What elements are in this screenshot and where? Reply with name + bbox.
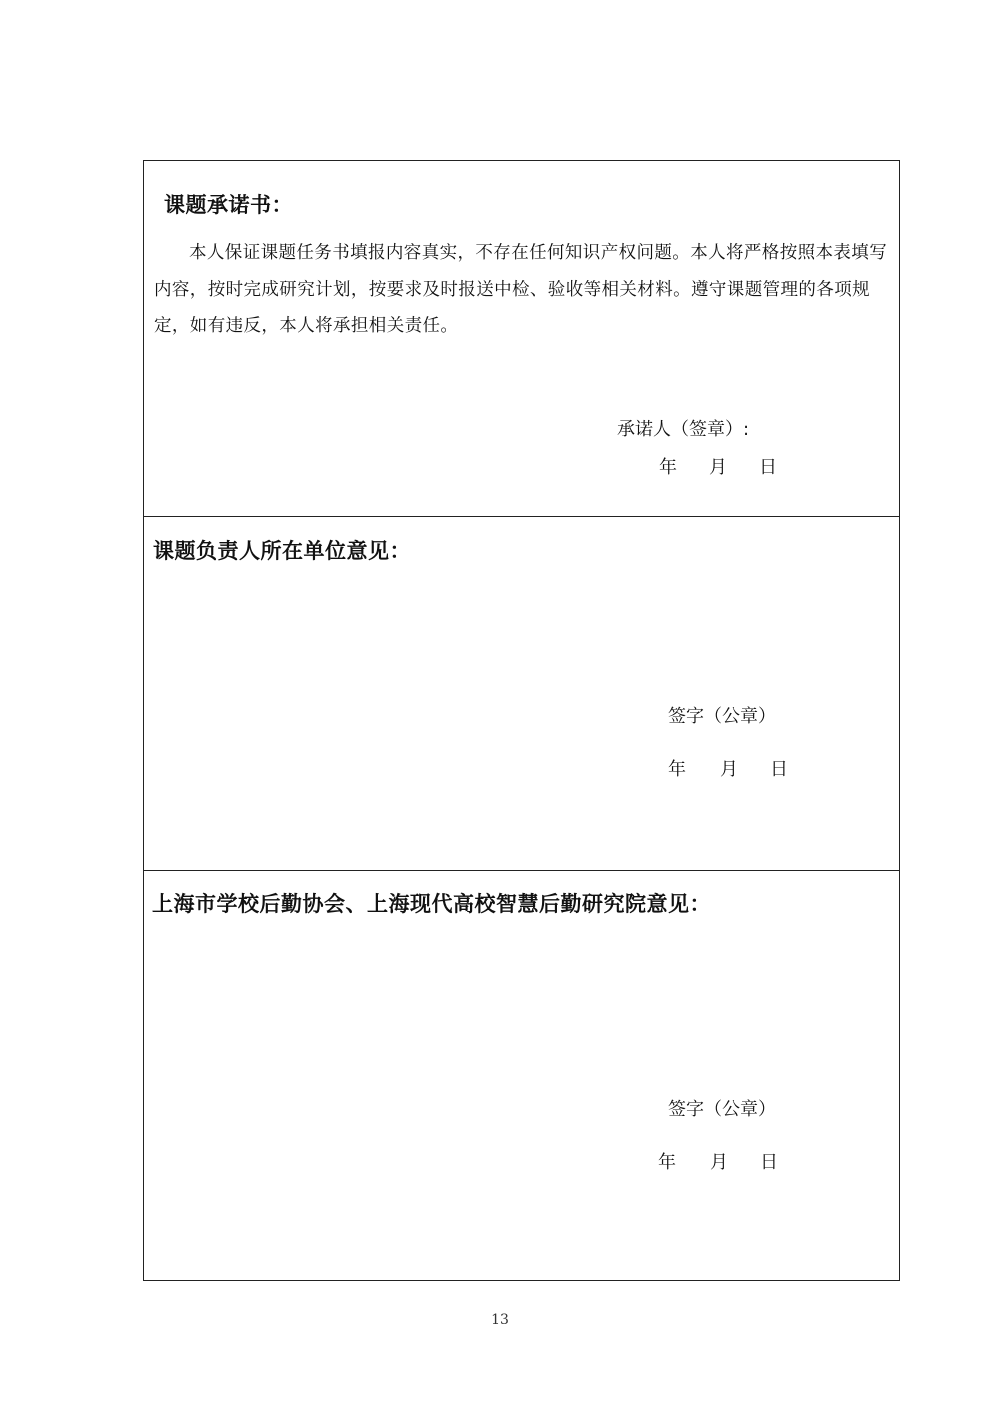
pledge-heading: 课题承诺书： <box>164 193 293 217</box>
pledge-signature-label: 承诺人（签章）: <box>617 419 750 440</box>
day-label: 日 <box>770 759 788 780</box>
association-opinion-date-row <box>658 1148 778 1174</box>
association-opinion-section <box>144 871 899 1280</box>
pledge-section <box>144 161 899 517</box>
year-label: 年 <box>659 457 677 478</box>
day-label: 日 <box>759 457 777 478</box>
year-label: 年 <box>658 1152 676 1173</box>
page-number: 13 <box>491 1312 509 1328</box>
unit-opinion-section <box>144 517 899 871</box>
unit-opinion-signature-label: 签字（公章） <box>668 706 776 727</box>
month-label: 月 <box>710 1152 728 1173</box>
association-opinion-heading: 上海市学校后勤协会、上海现代高校智慧后勤研究院意见： <box>152 892 711 916</box>
unit-opinion-date-row <box>668 755 788 781</box>
day-label: 日 <box>760 1152 778 1173</box>
year-label: 年 <box>668 759 686 780</box>
association-opinion-signature-label: 签字（公章） <box>668 1099 776 1120</box>
month-label: 月 <box>720 759 738 780</box>
unit-opinion-heading: 课题负责人所在单位意见： <box>153 539 411 563</box>
pledge-body: 本人保证课题任务书填报内容真实，不存在任何知识产权问题。本人将严格按照本表填写内容，按时完成研究计划，按要求及时报送中检、验收等相关材料。遵守课题管理的各项规定，如有违反，本人将承担相关责任。 <box>154 243 888 336</box>
opinion-form-table <box>143 160 900 1281</box>
pledge-date-row <box>659 453 777 479</box>
month-label: 月 <box>709 457 727 478</box>
